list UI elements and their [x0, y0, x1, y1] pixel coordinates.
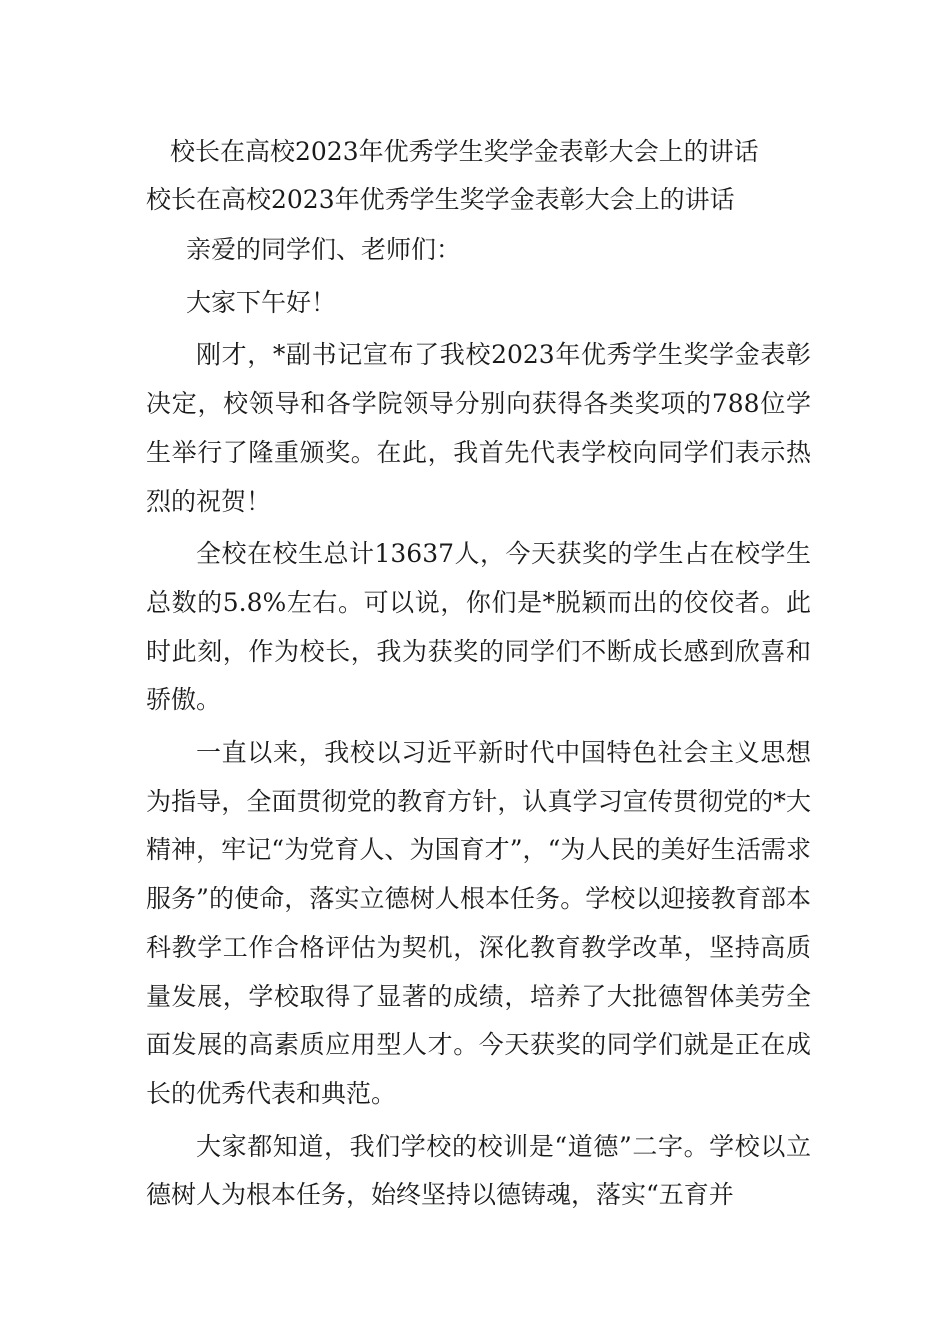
paragraph-4: 大家都知道，我们学校的校训是“道德”二字。学校以立德树人为根本任务，始终坚持以德铸魂，落实“五育并	[146, 1131, 811, 1210]
paragraph-1: 刚才，*副书记宣布了我校2023年优秀学生奖学金表彰决定，校领导和各学院领导分别向获得各类奖项的788位学生举行了隆重颁奖。在此，我首先代表学校向同学们表示热烈的祝贺！	[146, 340, 811, 516]
paragraph-2: 全校在校生总计13637人，今天获奖的学生占在校学生总数的5.8%左右。可以说，你们是*脱颖而出的佼佼者。此时此刻，作为校长，我为获奖的同学们不断成长感到欣喜和骄傲。	[146, 539, 811, 715]
greeting: 大家下午好！	[186, 287, 337, 317]
document-title: 校长在高校2023年优秀学生奖学金表彰大会上的讲话	[170, 137, 759, 166]
paragraph-3: 一直以来，我校以习近平新时代中国特色社会主义思想为指导，全面贯彻党的教育方针，认真学习宣传贯彻党的*大精神，牢记“为党育人、为国育才”，“为人民的美好生活需求服务”的使命，落实立德树人根本任务。学校以迎接教育部本科教学工作合格评估为契机，深化教育教学改革，坚持高质量发展，学校取得了显著的成绩，培养了大批德智体美劳全面发展的高素质应用型人才。今天获奖的同学们就是正在成长的优秀代表和典范。	[146, 738, 811, 1108]
document-body	[146, 226, 811, 1220]
salutation: 亲爱的同学们、老师们：	[186, 235, 462, 264]
document-subtitle: 校长在高校2023年优秀学生奖学金表彰大会上的讲话	[146, 185, 735, 214]
